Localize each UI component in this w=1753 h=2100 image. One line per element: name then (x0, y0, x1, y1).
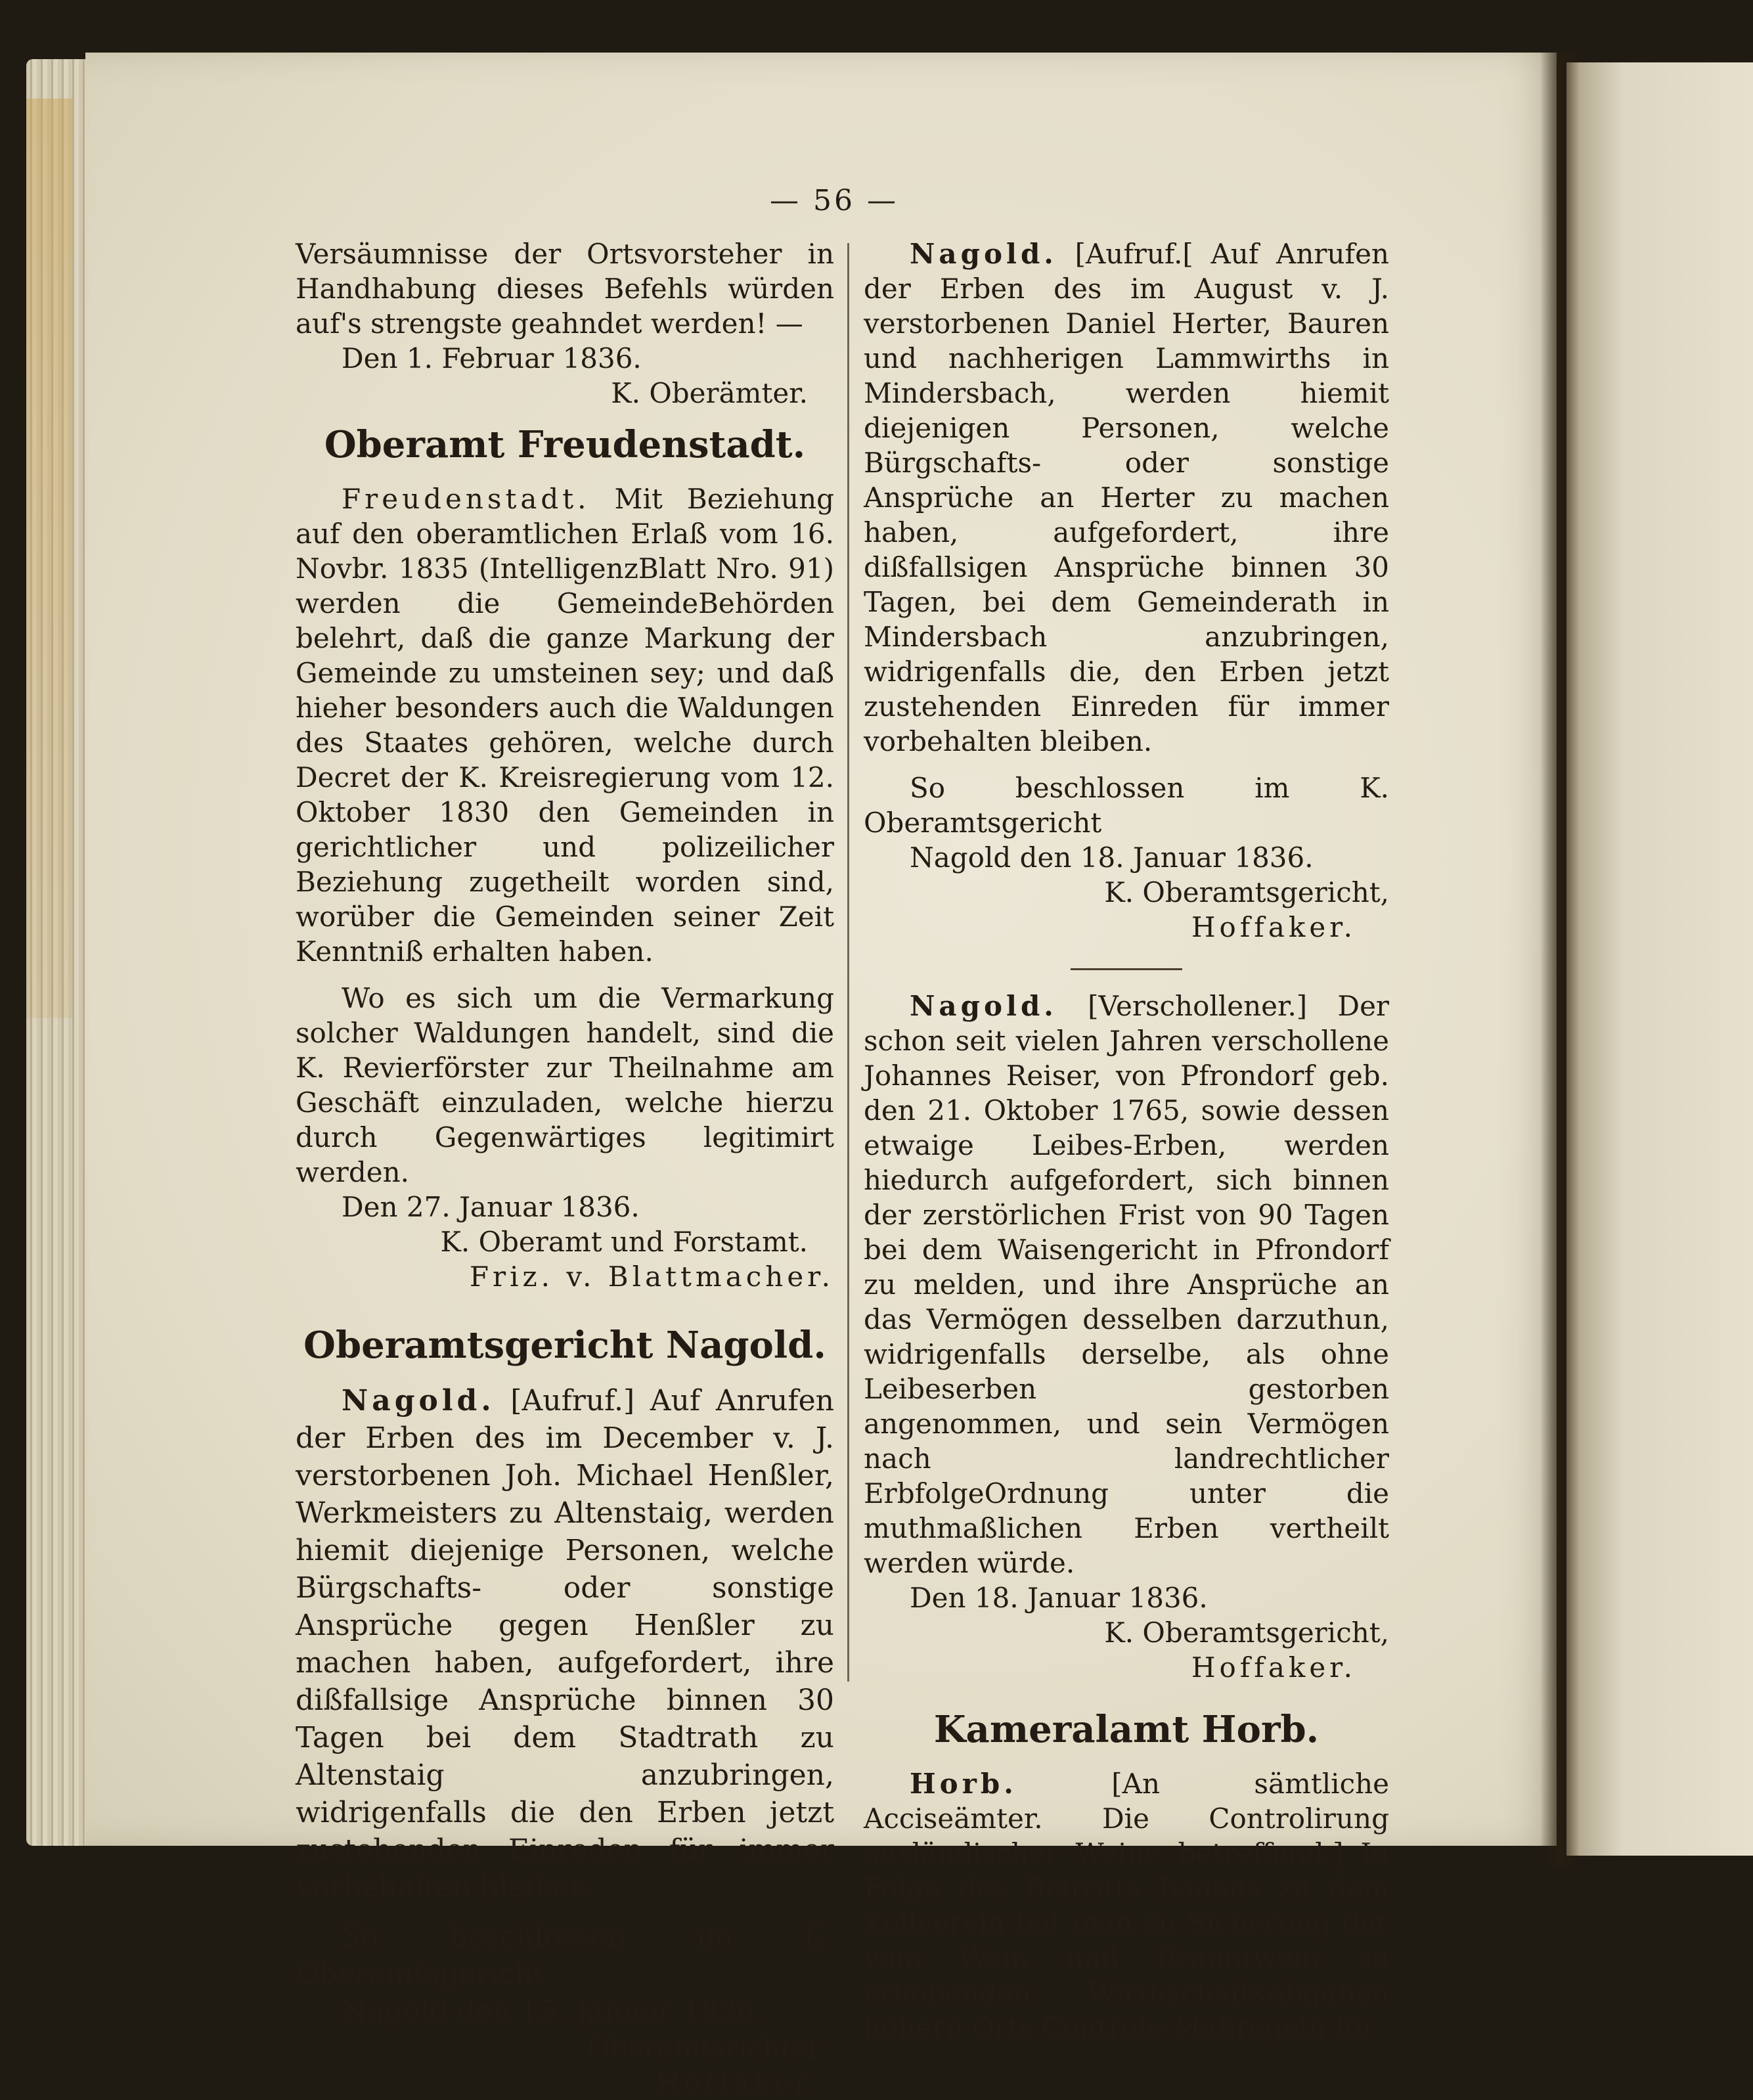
notice-nagold-reiser (864, 989, 1389, 1580)
notice-freudenstadt (296, 481, 834, 969)
notice-closing: So beschlossen im K. Oberamtsgericht (296, 1920, 834, 1991)
notice-date: Nagold den 18. Januar 1836. (910, 841, 1314, 874)
notice-date: Den 18. Januar 1836. (910, 1582, 1208, 1614)
section-divider (1071, 968, 1182, 970)
right-column (864, 236, 1389, 2045)
section-heading-freudenstadt: Oberamt Freudenstadt. (324, 423, 806, 466)
book-gutter (1540, 53, 1580, 1865)
edge-stain (26, 99, 72, 1018)
notice-text: Mit Beziehung auf den oberamtlichen Erlaß vom 16. Novbr. 1835 (IntelligenzBlatt Nro. 91) werden die GemeindeBehörden belehrt, daß die ganze Markung der Gemeinde zu umsteinen sey; und daß hieher besonders auch die Waldungen des Staates gehören, welche durch Decret der K. Kreisregierung vom 12. Oktober 1830 den Gemeinden in gerichtlicher und polizeilicher Beziehung zugetheilt worden sind, worüber die Gemeinden seiner Zeit Kenntniß erhalten haben. (296, 483, 834, 968)
notice-signature-name: Hoffaker. (1191, 1651, 1356, 1684)
notice-text: [Verschollener.] Der schon seit vielen Jahren verschollene Johannes Reiser, von Pfrondorf geb. den 21. Oktober 1765, sowie dessen etwaige Leibes-Erben, werden hiedurch aufgefordert, sich binnen der zerstörlichen Frist von 90 Tagen bei dem Waisengericht in Pfrondorf zu melden, und ihre Ansprüche an das Vermögen desselben darzuthun, widrigenfalls derselbe, als ohne Leibeserben gestorben angenommen, und sein Vermögen nach landrechtlicher ErbfolgeOrdnung unter die muthmaßlichen Erben vertheilt werden würde. (864, 990, 1389, 1579)
notice-date: Den 1. Februar 1836. (342, 342, 642, 374)
notice-signature-name: Hoffaker. (655, 2066, 821, 2099)
left-column (296, 236, 834, 2100)
column-rule (847, 243, 849, 1682)
section-heading-horb: Kameralamt Horb. (933, 1708, 1320, 1751)
notice-freudenstadt-p2: Wo es sich um die Vermarkung solcher Waldungen handelt, sind die K. Revierförster zur Theilnahme am Geschäft einzuladen, welche hierzu durch Gegenwärtiges legitimirt werden. (296, 982, 834, 1188)
place-name: Nagold. (342, 1384, 495, 1418)
place-name: Horb. (910, 1768, 1017, 1800)
notice-continuation: Versäumnisse der Ortsvorsteher in Handhabung dieses Befehls würden auf's strengste geahndet werden! — (296, 238, 834, 340)
page-number: — 56 — (770, 184, 899, 217)
section-heading-nagold: Oberamtsgericht Nagold. (303, 1324, 826, 1367)
notice-closing: So beschlossen im K. Oberamtsgericht (864, 772, 1389, 839)
notice-text: [Aufruf.[ Auf Anrufen der Erben des im August v. J. verstorbenen Daniel Herter, Bauren und nachherigen Lammwirths in Mindersbach, werden hiemit diejenigen Personen, welche Bürgschafts- oder sonstige Ansprüche an Herter zu machen haben, aufgefordert, ihre dißfallsigen Ansprüche binnen 30 Tagen, bei dem Gemeinderath in Mindersbach anzubringen, widrigenfalls die, den Erben jetzt zustehenden Einreden für immer vorbehalten bleiben. (864, 238, 1389, 757)
notice-signature-office: K. Oberamtsgericht, (1104, 1617, 1389, 1649)
place-name: Nagold. (910, 238, 1057, 270)
place-name: Nagold. (910, 990, 1057, 1022)
place-name: Freudenstadt. (342, 483, 590, 515)
notice-signature-names: Friz. v. Blattmacher. (469, 1261, 834, 1293)
notice-date: Den 27. Januar 1836. (342, 1191, 640, 1223)
notice-nagold-herter (864, 236, 1389, 759)
notice-signature-office: K. Oberamt und Forstamt. (440, 1226, 808, 1258)
notice-nagold-henssler (296, 1382, 834, 1906)
notice-signature: K. Oberämter. (611, 377, 808, 409)
notice-horb (864, 1766, 1389, 2045)
notice-text: [An sämtliche Acciseämter. Die Controlirung ausländischer Weine betreffend.] In Folge des Beitritts Badens zu dem Zollverein hat man zu Sicherung der vom Wein und Branntwein zu erhebenden WirthschaftsAbgaben höhern Orts Controle-Maßregeln für (864, 1768, 1389, 2044)
notice-text: [Aufruf.] Auf Anrufen der Erben des im December v. J. verstorbenen Joh. Michael Henßler, Werkmeisters zu Altenstaig, werden hiemit diejenige Personen, welche Bürgschafts- oder sonstige Ansprüche gegen Henßler zu machen haben, aufgefordert, ihre dißfallsige Ansprüche binnen 30 Tagen bei dem Stadtrath zu Altenstaig anzubringen, widrigenfalls die den Erben jetzt zustehenden Einreden für immer vorbehalten bleiben. (296, 1384, 834, 1904)
notice-signature-name: Hoffaker. (1191, 911, 1356, 943)
notice-date: Nagold den 15. Januar 1836. (342, 1995, 765, 2028)
facing-page (1566, 62, 1753, 1856)
notice-signature-title: Oberamtsrichter (587, 2032, 821, 2064)
notice-signature-office: K. Oberamtsgericht, (1104, 876, 1389, 908)
